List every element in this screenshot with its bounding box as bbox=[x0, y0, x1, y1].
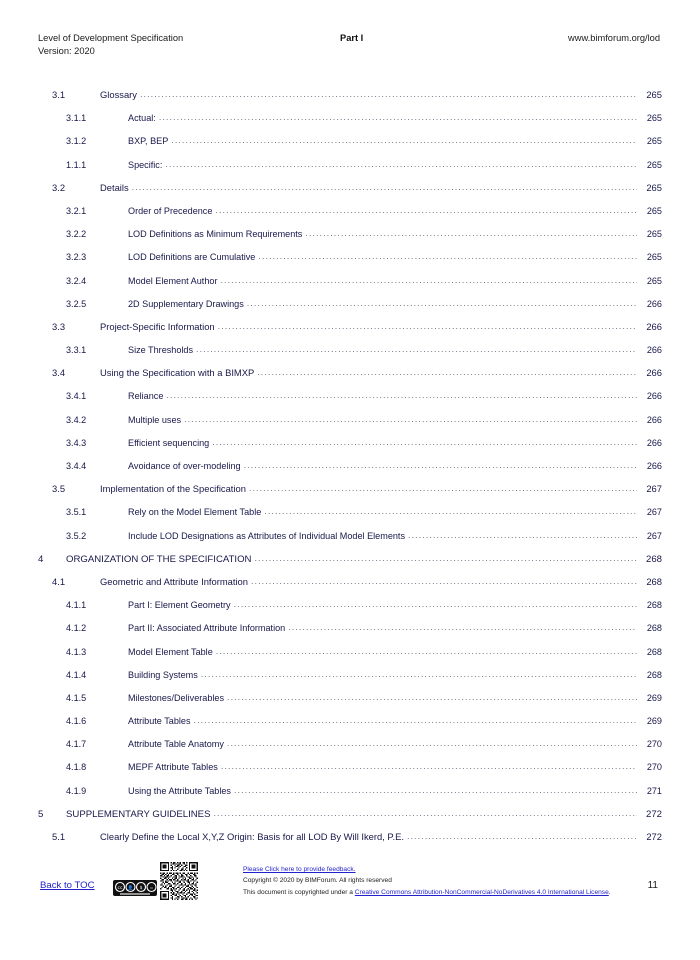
toc-entry-number: 4.1.9 bbox=[66, 785, 87, 796]
toc-entry-title: ORGANIZATION OF THE SPECIFICATION bbox=[66, 553, 252, 565]
toc-leader-dots bbox=[249, 482, 637, 492]
toc-entry[interactable] bbox=[38, 111, 662, 134]
toc-entry-page-number: 266 bbox=[646, 298, 662, 309]
toc-entry-number: 3.1 bbox=[52, 89, 66, 100]
footer-feedback-line bbox=[243, 864, 643, 875]
toc-entry-number: 4.1.6 bbox=[66, 716, 87, 727]
toc-entry-page-number: 272 bbox=[646, 831, 662, 842]
toc-entry[interactable] bbox=[38, 366, 662, 389]
svg-text:cc: cc bbox=[117, 885, 123, 891]
toc-entry-page-number: 269 bbox=[646, 716, 662, 727]
page-number: 11 bbox=[647, 880, 658, 891]
toc-entry-number: 4.1.4 bbox=[66, 669, 87, 680]
toc-entry[interactable] bbox=[38, 320, 662, 343]
toc-entry-number: 3.5.1 bbox=[66, 507, 87, 518]
toc-entry-number: 3.3.1 bbox=[66, 345, 87, 356]
toc-entry-page-number: 265 bbox=[646, 113, 662, 124]
header-website-url: www.bimforum.org/lod bbox=[568, 33, 660, 43]
toc-entry-number: 3.4.4 bbox=[66, 461, 87, 471]
toc-leader-dots bbox=[201, 668, 637, 678]
toc-entry-title: Model Element Table bbox=[128, 646, 213, 657]
svg-text:👤: 👤 bbox=[127, 885, 134, 891]
toc-leader-dots bbox=[212, 436, 637, 446]
toc-entry-page-number: 265 bbox=[646, 89, 662, 100]
svg-text:$: $ bbox=[139, 885, 143, 891]
toc-entry-page-number: 265 bbox=[646, 205, 662, 216]
toc-leader-dots bbox=[244, 459, 637, 469]
toc-entry-page-number: 265 bbox=[646, 136, 662, 147]
toc-entry[interactable] bbox=[38, 88, 662, 111]
toc-leader-dots bbox=[159, 111, 637, 121]
toc-entry-number: 1.1.1 bbox=[66, 159, 87, 170]
toc-entry-title: Attribute Table Anatomy bbox=[128, 739, 224, 750]
toc-entry[interactable] bbox=[38, 760, 662, 783]
toc-leader-dots bbox=[227, 691, 637, 701]
toc-leader-dots bbox=[264, 505, 637, 515]
toc-entry[interactable] bbox=[38, 227, 662, 250]
toc-leader-dots bbox=[220, 274, 637, 284]
toc-leader-dots bbox=[213, 807, 637, 817]
toc-entry-title: Using the Attribute Tables bbox=[128, 785, 231, 796]
toc-entry-page-number: 268 bbox=[646, 623, 662, 634]
toc-entry-title: Model Element Author bbox=[128, 275, 218, 286]
toc-entry[interactable] bbox=[38, 737, 662, 760]
toc-entry[interactable] bbox=[38, 158, 662, 181]
header-version: Version: 2020 bbox=[38, 46, 95, 56]
toc-entry[interactable] bbox=[38, 714, 662, 737]
footer-copyright-block bbox=[243, 864, 643, 898]
toc-entry[interactable] bbox=[38, 274, 662, 297]
toc-leader-dots bbox=[227, 737, 637, 747]
toc-leader-dots bbox=[221, 760, 637, 770]
toc-entry-title: Milestones/Deliverables bbox=[128, 692, 225, 703]
toc-entry-number: 3.1.1 bbox=[66, 113, 87, 124]
toc-leader-dots bbox=[247, 297, 637, 307]
toc-entry-number: 3.4.3 bbox=[66, 437, 87, 448]
toc-leader-dots bbox=[140, 88, 637, 98]
toc-entry-page-number: 267 bbox=[646, 483, 662, 495]
toc-entry[interactable] bbox=[38, 529, 662, 552]
toc-entry-number: 4.1.8 bbox=[66, 762, 87, 773]
toc-entry-page-number: 268 bbox=[646, 669, 662, 680]
toc-entry[interactable] bbox=[38, 413, 662, 436]
toc-leader-dots bbox=[184, 413, 637, 423]
toc-entry-page-number: 268 bbox=[646, 575, 662, 587]
toc-leader-dots bbox=[288, 621, 637, 631]
toc-entry-number: 3.2.4 bbox=[66, 275, 87, 286]
toc-entry[interactable] bbox=[38, 436, 662, 459]
toc-entry-title: Multiple uses bbox=[128, 414, 182, 425]
toc-entry-title: Part I: Element Geometry bbox=[128, 600, 231, 611]
header-document-title: Level of Development Specification bbox=[38, 33, 184, 43]
toc-entry-title: Attribute Tables bbox=[128, 716, 191, 727]
toc-entry-title: Reliance bbox=[128, 391, 164, 402]
toc-entry[interactable] bbox=[38, 389, 662, 412]
toc-entry-page-number: 267 bbox=[646, 530, 662, 541]
footer-copyright-line: Copyright © 2020 by BIMForum. All rights reserved bbox=[243, 877, 392, 885]
toc-entry-page-number: 265 bbox=[646, 252, 662, 263]
toc-entry-page-number: 268 bbox=[646, 646, 662, 657]
toc-entry-page-number: 266 bbox=[646, 320, 662, 332]
toc-entry-title: Specific: bbox=[128, 159, 163, 170]
toc-entry[interactable] bbox=[38, 250, 662, 273]
toc-leader-dots bbox=[132, 181, 637, 191]
toc-leader-dots bbox=[257, 366, 637, 376]
toc-entry-number: 3.4 bbox=[52, 367, 66, 379]
page-header bbox=[38, 32, 660, 66]
toc-entry-title: BXP, BEP bbox=[128, 136, 169, 147]
toc-leader-dots bbox=[251, 575, 637, 585]
toc-leader-dots bbox=[255, 552, 638, 562]
table-of-contents bbox=[38, 88, 662, 853]
toc-entry-title: Avoidance of over-modeling bbox=[128, 461, 241, 471]
toc-entry-number: 5.1 bbox=[52, 831, 66, 842]
toc-leader-dots bbox=[218, 320, 637, 330]
toc-entry[interactable] bbox=[38, 505, 662, 528]
toc-entry[interactable] bbox=[38, 645, 662, 668]
creative-commons-badge-icon bbox=[113, 880, 157, 896]
back-to-toc-link[interactable]: Back to TOC bbox=[40, 880, 95, 891]
license-link[interactable]: Creative Commons Attribution-NonCommercial-NoDerivatives 4.0 International License bbox=[354, 888, 609, 896]
toc-entry-page-number: 267 bbox=[646, 507, 662, 518]
header-row bbox=[38, 32, 660, 45]
toc-entry-number: 3.5 bbox=[52, 483, 66, 495]
license-prefix-text: This document is copyrighted under a bbox=[243, 888, 355, 896]
toc-entry-number: 3.2.3 bbox=[66, 252, 87, 263]
toc-entry[interactable] bbox=[38, 575, 662, 598]
toc-entry-title: Include LOD Designations as Attributes of Individual Model Elements bbox=[128, 530, 406, 541]
toc-entry-page-number: 266 bbox=[646, 391, 662, 402]
toc-entry-title: MEPF Attribute Tables bbox=[128, 762, 218, 773]
toc-entry[interactable] bbox=[38, 181, 662, 204]
toc-entry-number: 4.1.2 bbox=[66, 623, 87, 634]
toc-leader-dots bbox=[258, 250, 637, 260]
toc-entry-page-number: 272 bbox=[645, 808, 662, 820]
toc-entry-title: Rely on the Model Element Table bbox=[128, 507, 262, 518]
toc-leader-dots bbox=[166, 389, 637, 399]
toc-entry-page-number: 271 bbox=[646, 785, 662, 796]
footer-license-line bbox=[243, 887, 643, 898]
toc-entry-title: LOD Definitions as Minimum Requirements bbox=[128, 229, 303, 240]
toc-leader-dots bbox=[215, 204, 637, 214]
toc-entry-title: 2D Supplementary Drawings bbox=[128, 298, 244, 309]
toc-entry-title: Clearly Define the Local X,Y,Z Origin: Basis for all LOD By Will Ikerd, P.E. bbox=[100, 831, 404, 842]
toc-leader-dots bbox=[234, 784, 637, 794]
toc-entry-number: 3.2.2 bbox=[66, 229, 87, 240]
toc-entry-number: 3.4.2 bbox=[66, 414, 87, 425]
toc-entry-page-number: 266 bbox=[646, 437, 662, 448]
license-suffix-text: . bbox=[608, 888, 611, 896]
toc-entry-page-number: 268 bbox=[645, 553, 662, 565]
toc-entry-title: Details bbox=[100, 181, 129, 193]
toc-entry-title: SUPPLEMENTARY GUIDELINES bbox=[66, 808, 211, 820]
toc-entry[interactable] bbox=[38, 621, 662, 644]
toc-leader-dots bbox=[196, 343, 637, 353]
toc-entry-title: Size Thresholds bbox=[128, 345, 194, 356]
toc-entry-page-number: 265 bbox=[646, 159, 662, 170]
toc-entry-number: 4.1 bbox=[52, 575, 66, 587]
toc-leader-dots bbox=[407, 830, 637, 840]
toc-entry[interactable] bbox=[38, 668, 662, 691]
toc-entry[interactable] bbox=[38, 482, 662, 505]
toc-entry-title: Order of Precedence bbox=[128, 205, 213, 216]
toc-entry[interactable] bbox=[38, 784, 662, 807]
toc-entry-number: 5 bbox=[38, 808, 44, 820]
toc-entry-page-number: 266 bbox=[646, 461, 662, 471]
toc-entry-number: 4.1.7 bbox=[66, 739, 87, 750]
toc-entry-title: Glossary bbox=[100, 89, 137, 100]
toc-entry-title: Actual: bbox=[128, 113, 156, 124]
feedback-link[interactable]: Please Click here to provide feedback. bbox=[243, 866, 356, 873]
toc-entry-number: 3.4.1 bbox=[66, 391, 87, 402]
qr-code-icon bbox=[160, 862, 198, 900]
toc-entry-title: Implementation of the Specification bbox=[100, 483, 246, 495]
toc-entry[interactable] bbox=[38, 552, 662, 575]
toc-entry-number: 4.1.1 bbox=[66, 600, 87, 611]
toc-leader-dots bbox=[171, 134, 637, 144]
toc-entry-title: Project-Specific Information bbox=[100, 320, 215, 332]
toc-leader-dots bbox=[305, 227, 637, 237]
toc-entry[interactable] bbox=[38, 598, 662, 621]
toc-leader-dots bbox=[165, 158, 637, 168]
toc-entry-page-number: 265 bbox=[646, 181, 662, 193]
toc-entry[interactable] bbox=[38, 807, 662, 830]
toc-leader-dots bbox=[194, 714, 637, 724]
toc-entry-page-number: 268 bbox=[646, 600, 662, 611]
toc-entry[interactable] bbox=[38, 459, 662, 482]
toc-entry[interactable] bbox=[38, 830, 662, 853]
toc-entry-number: 3.2.1 bbox=[66, 205, 87, 216]
toc-entry[interactable] bbox=[38, 134, 662, 157]
toc-entry-page-number: 269 bbox=[646, 692, 662, 703]
toc-entry[interactable] bbox=[38, 343, 662, 366]
toc-entry[interactable] bbox=[38, 297, 662, 320]
toc-entry-number: 4.1.5 bbox=[66, 692, 87, 703]
toc-leader-dots bbox=[216, 645, 637, 655]
toc-entry-page-number: 265 bbox=[646, 275, 662, 286]
toc-entry-number: 3.2 bbox=[52, 181, 66, 193]
toc-entry-number: 3.1.2 bbox=[66, 136, 87, 147]
toc-entry-title: Geometric and Attribute Information bbox=[100, 575, 248, 587]
toc-entry[interactable] bbox=[38, 204, 662, 227]
toc-entry-number: 3.5.2 bbox=[66, 530, 87, 541]
toc-entry-page-number: 270 bbox=[646, 762, 662, 773]
toc-leader-dots bbox=[234, 598, 637, 608]
toc-leader-dots bbox=[408, 529, 637, 539]
toc-entry-title: Efficient sequencing bbox=[128, 437, 210, 448]
toc-entry-number: 3.3 bbox=[52, 320, 66, 332]
toc-entry-page-number: 266 bbox=[646, 414, 662, 425]
toc-entry[interactable] bbox=[38, 691, 662, 714]
toc-entry-title: LOD Definitions are Cumulative bbox=[128, 252, 256, 263]
toc-entry-page-number: 266 bbox=[646, 367, 662, 379]
toc-entry-page-number: 270 bbox=[646, 739, 662, 750]
toc-entry-page-number: 266 bbox=[646, 345, 662, 356]
toc-entry-number: 3.2.5 bbox=[66, 298, 87, 309]
toc-entry-page-number: 265 bbox=[646, 229, 662, 240]
toc-entry-title: Using the Specification with a BIMXP bbox=[100, 367, 255, 379]
toc-entry-number: 4 bbox=[38, 553, 44, 565]
toc-entry-title: Part II: Associated Attribute Information bbox=[128, 623, 286, 634]
svg-text:=: = bbox=[149, 885, 154, 891]
toc-entry-title: Building Systems bbox=[128, 669, 198, 680]
header-part-label: Part I bbox=[340, 33, 364, 43]
toc-entry-number: 4.1.3 bbox=[66, 646, 87, 657]
